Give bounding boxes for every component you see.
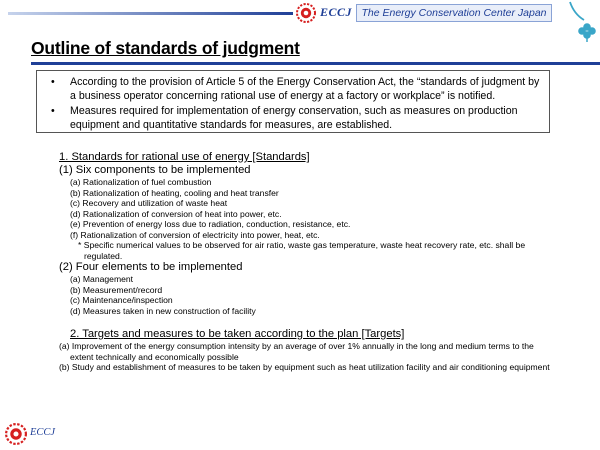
numerical-values-note: * Specific numerical values to be observed for air ratio, waste gas temperature, waste heat recovery rate, etc. shall be regulated. <box>78 240 526 261</box>
summary-bullet: • According to the provision of Article 5 of the Energy Conservation Act, the “standards of judgment by a business operator concerning rational use of energy at a factory or workplace” is notified. <box>51 76 541 103</box>
section-targets-title: 2. Targets and measures to be taken according to the plan [Targets] <box>70 328 405 340</box>
list-item: (f) Rationalization of conversion of electricity into power, heat, etc. <box>70 229 320 240</box>
header-logo-text: ECCJ <box>320 5 353 19</box>
footer-logo-text: ECCJ <box>30 427 56 438</box>
targets-list <box>59 341 559 373</box>
list-item: (a) Management <box>70 274 134 284</box>
summary-bullet: • Measures required for implementation of energy conservation, such as measures on production equipment and quantitative standards for measures, are established. <box>51 105 541 132</box>
six-components-list <box>59 177 559 240</box>
eccj-sun-logo-icon <box>296 3 316 23</box>
section-standards-title: 1. Standards for rational use of energy [Standards] <box>59 151 310 163</box>
six-components-title: (1) Six components to be implemented <box>59 164 251 176</box>
list-item: (e) Prevention of energy loss due to radiation, conduction, resistance, etc. <box>70 219 351 229</box>
list-item: (c) Recovery and utilization of waste heat <box>70 198 228 208</box>
list-item: (b) Study and establishment of measures to be taken by equipment such as heat utilization facility and air conditioning equipment <box>59 362 550 372</box>
footer-sun-logo-icon <box>5 423 27 445</box>
four-elements-title: (2) Four elements to be implemented <box>59 261 243 273</box>
list-item: (d) Rationalization of conversion of heat into power, etc. <box>70 208 282 219</box>
list-item: (a) Rationalization of fuel combustion <box>70 177 212 187</box>
standards-content <box>59 150 559 373</box>
summary-box <box>36 70 550 133</box>
list-item: (b) Measurement/record <box>70 284 163 295</box>
list-item: (b) Rationalization of heating, cooling and heat transfer <box>70 187 279 198</box>
four-elements-list <box>59 274 559 316</box>
list-item: (d) Measures taken in new construction of facility <box>70 305 256 316</box>
title-underline-bar <box>31 62 600 65</box>
header-rule <box>8 12 293 15</box>
clover-emblem-icon <box>568 0 600 46</box>
page-title: Outline of standards of judgment <box>31 38 300 58</box>
list-item: (c) Maintenance/inspection <box>70 295 173 305</box>
organization-name: The Energy Conservation Center Japan <box>356 4 552 22</box>
list-item: (a) Improvement of the energy consumption intensity by an average of over 1% annually in the long and medium terms to the extent technically and economically possible <box>59 341 534 362</box>
